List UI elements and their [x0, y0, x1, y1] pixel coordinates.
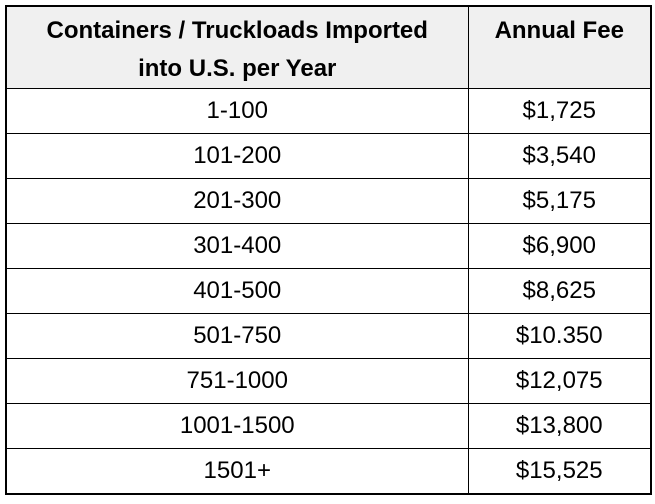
- range-cell: 1501+: [6, 449, 468, 495]
- table-row: [6, 404, 651, 449]
- table-row: [6, 314, 651, 359]
- fee-cell: $6,900: [468, 224, 651, 269]
- header-cell-annual-fee: Annual Fee: [468, 6, 651, 89]
- fee-cell: $8,625: [468, 269, 651, 314]
- header-containers-line1: Containers / Truckloads Imported: [46, 17, 428, 44]
- table-row: [6, 449, 651, 495]
- range-cell: 501-750: [6, 314, 468, 359]
- range-cell: 751-1000: [6, 359, 468, 404]
- range-cell: 1-100: [6, 89, 468, 134]
- header-row: [6, 6, 651, 89]
- table-row: [6, 134, 651, 179]
- table-row: [6, 359, 651, 404]
- fee-cell: $3,540: [468, 134, 651, 179]
- range-cell: 101-200: [6, 134, 468, 179]
- range-cell: 1001-1500: [6, 404, 468, 449]
- fee-cell: $1,725: [468, 89, 651, 134]
- fee-cell: $12,075: [468, 359, 651, 404]
- fee-cell: $5,175: [468, 179, 651, 224]
- range-cell: 201-300: [6, 179, 468, 224]
- fee-cell: $10.350: [468, 314, 651, 359]
- range-cell: 301-400: [6, 224, 468, 269]
- header-cell-containers: [6, 6, 468, 89]
- table-row: [6, 224, 651, 269]
- range-cell: 401-500: [6, 269, 468, 314]
- fee-cell: $15,525: [468, 449, 651, 495]
- table-row: [6, 269, 651, 314]
- table-row: [6, 179, 651, 224]
- annual-fee-table: [5, 5, 652, 495]
- fee-cell: $13,800: [468, 404, 651, 449]
- table-row: [6, 89, 651, 134]
- header-containers-line2: into U.S. per Year: [138, 55, 337, 82]
